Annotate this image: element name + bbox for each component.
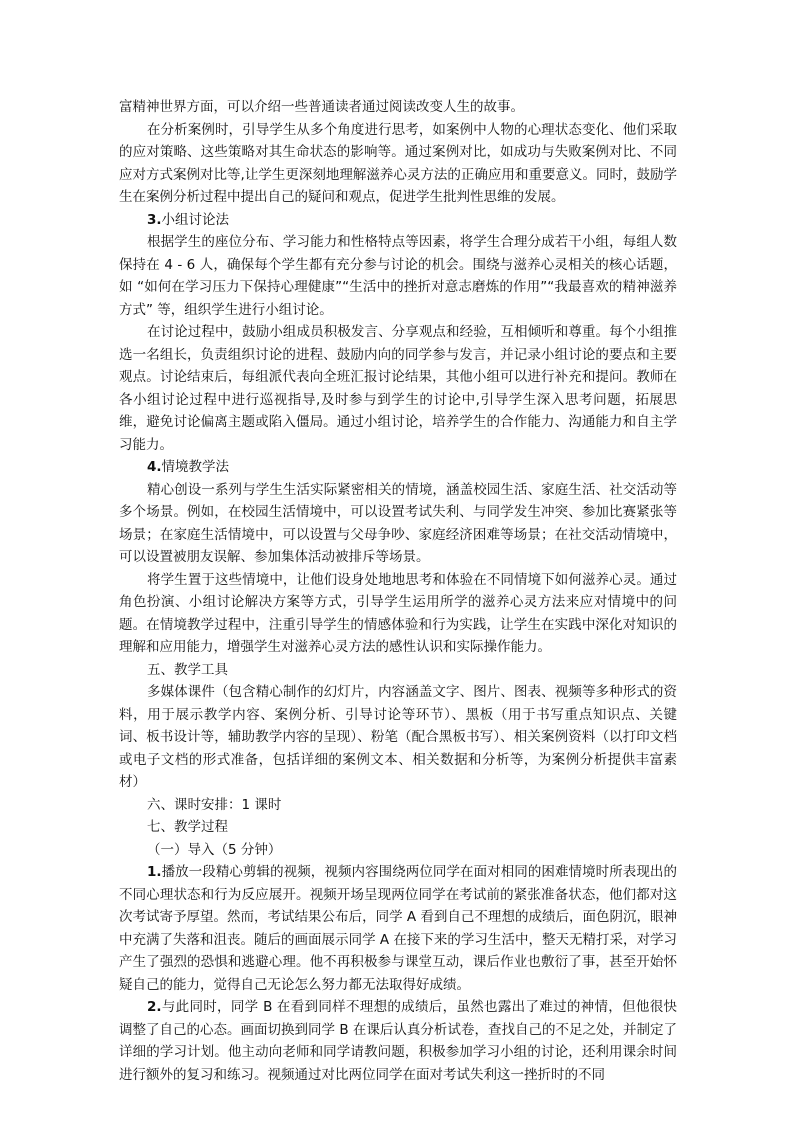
heading-number: 4.	[147, 459, 162, 475]
heading-teaching-process: 七、教学过程	[147, 819, 228, 835]
paragraph-discussion-process: 在讨论过程中，鼓励小组成员积极发言、分享观点和经验，互相倾听和尊重。每个小组推选一名组长，负责组织讨论的进程、鼓励内向的同学参与发言，并记录小组讨论的要点和主要观点。讨论结束后，每组派代表向全班汇报讨论结果，其他小组可以进行补充和提问。教师在各小组讨论过程中进行巡视指导,及时参与到学生的讨论中,引导学生深入思考问题，拓展思维，避免讨论偏离主题或陷入僵局。通过小组讨论，培养学生的合作能力、沟通能力和自主学习能力。	[119, 324, 677, 453]
paragraph-tools-list: 多媒体课件（包含精心制作的幻灯片，内容涵盖文字、图片、图表、视频等多种形式的资料，用于展示教学内容、案例分析、引导讨论等环节）、黑板（用于书写重点知识点、关键词、板书设计等，辅助教学内容的呈现）、粉笔（配合黑板书写）、相关案例资料（以打印文档或电子文档的形式准备，包括详细的案例文本、相关数据和分析等，为案例分析提供丰富素材）	[119, 684, 677, 790]
heading-class-hours: 六、课时安排：1 课时	[147, 796, 282, 813]
item-text: 与此同时，同学 B 在看到同样不理想的成绩后，虽然也露出了难过的神情，但他很快调整了自己的心态。画面切换到同学 B 在课后认真分析试卷，查找自己的不足之处，并制定了详细的学习计划。他主动向老师和同学请教问题，积极参加学习小组的讨论，还利用课余时间进行额外的复习和练习。视频通过对比两位同学在面对考试失利这一挫折时的不同	[119, 999, 677, 1083]
heading-group-discussion	[119, 209, 677, 232]
paragraph-case-analysis: 在分析案例时，引导学生从多个角度进行思考，如案例中人物的心理状态变化、他们采取的应对策略、这些策略对其生命状态的影响等。通过案例对比，如成功与失败案例对比、不同应对方式案例对比等,让学生更深刻地理解滋养心灵方法的正确应用和重要意义。同时，鼓励学生在案例分析过程中提出自己的疑问和观点，促进学生批判性思维的发展。	[119, 121, 677, 205]
heading-text: 情境教学法	[161, 459, 230, 475]
paragraph-video-part1	[119, 861, 677, 996]
item-text: 播放一段精心剪辑的视频，视频内容围绕两位同学在面对相同的困难情境时所表现出的不同心理状态和行为反应展开。视频开场呈现两位同学在考试前的紧张准备状态，他们都对这次考试寄予厚望。然而，考试结果公布后，同学 A 看到自己不理想的成绩后，面色阴沉，眼神中充满了失落和沮丧。随后的画面展示同学 A 在接下来的学习生活中，整天无精打采，对学习产生了强烈的恐惧和逃避心理。他不再积极参与课堂互动，课后作业也敷衍了事，甚至开始怀疑自己的能力，觉得自己无论怎么努力都无法取得好成绩。	[119, 864, 677, 993]
heading-number: 3.	[147, 211, 162, 228]
heading-teaching-tools: 五、教学工具	[147, 661, 228, 678]
paragraph-situation-practice: 将学生置于这些情境中，让他们设身处地地思考和体验在不同情境下如何滋养心灵。通过角色扮演、小组讨论解决方案等方式，引导学生运用所学的滋养心灵方法来应对情境中的问题。在情境教学过程中，注重引导学生的情感体验和行为实践，让学生在实践中深化对知识的理解和应用能力，增强学生对滋养心灵方法的感性认识和实际操作能力。	[119, 571, 677, 655]
paragraph-group-setup: 根据学生的座位分布、学习能力和性格特点等因素，将学生合理分成若干小组，每组人数保持在 4 - 6 人，确保每个学生都有充分参与讨论的机会。围绕与滋养心灵相关的核心话题，如 “如何在学习压力下保持心理健康”“生活中的挫折对意志磨炼的作用”“我最喜欢的精神滋养方式” 等，组织学生进行小组讨论。	[119, 234, 677, 318]
item-number: 2.	[147, 999, 162, 1015]
heading-situational-teaching	[119, 456, 677, 479]
item-number: 1.	[147, 864, 162, 880]
heading-text: 小组讨论法	[161, 211, 230, 228]
paragraph-video-part2	[119, 996, 677, 1086]
document-page	[119, 96, 677, 1086]
heading-introduction: （一）导入（5 分钟）	[147, 841, 282, 858]
paragraph-situations: 精心创设一系列与学生生活实际紧密相关的情境，涵盖校园生活、家庭生活、社交活动等多个场景。例如，在校园生活情境中，可以设置考试失利、与同学发生冲突、参加比赛紧张等场景；在家庭生活情境中，可以设置与父母争吵、家庭经济困难等场景；在社交活动情境中，可以设置被朋友误解、参加集体活动被排斥等场景。	[119, 481, 677, 565]
paragraph-reading-story: 富精神世界方面，可以介绍一些普通读者通过阅读改变人生的故事。	[119, 99, 524, 115]
